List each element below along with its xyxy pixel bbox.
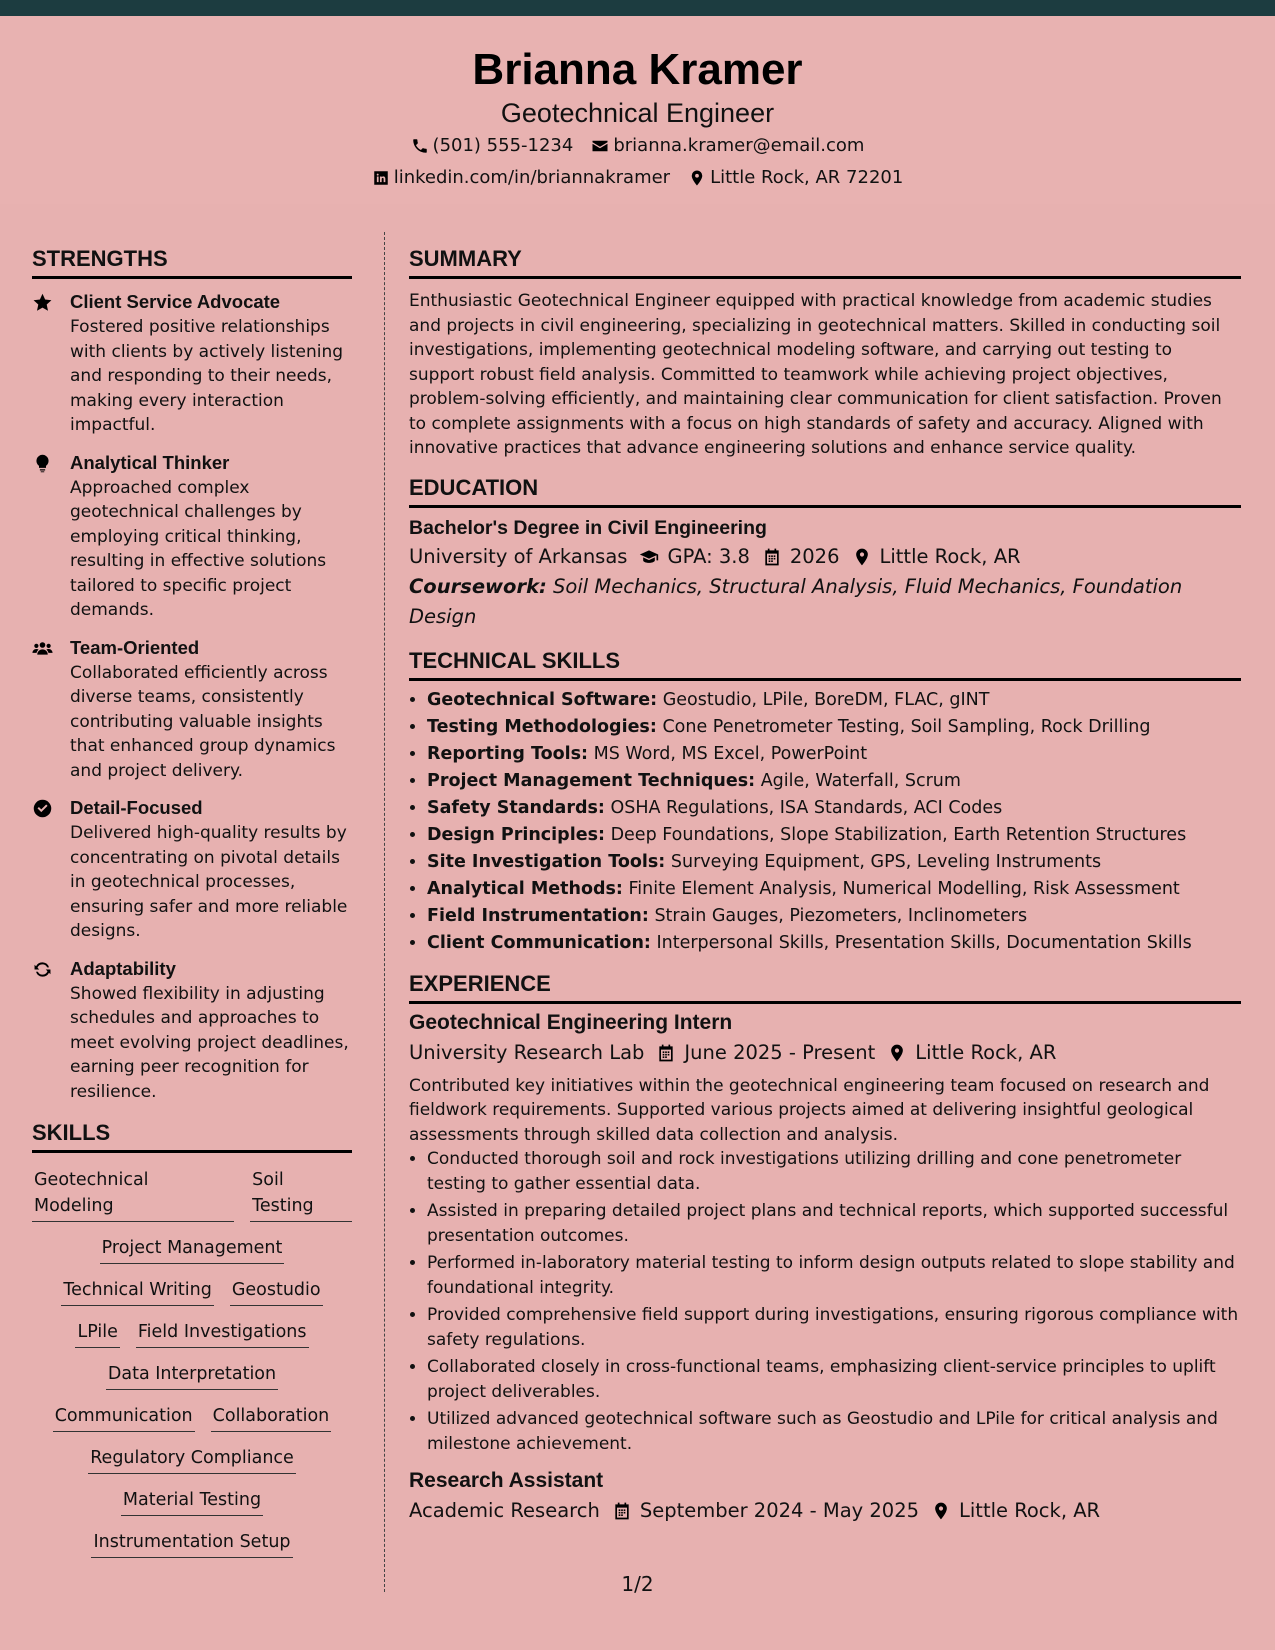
candidate-name: Brianna Kramer	[472, 45, 803, 94]
education-heading: EDUCATION	[409, 473, 1241, 508]
list-item: • Conducted thorough soil and rock investigations utilizing drilling and cone penetrometer testing to gather essential data.	[427, 1147, 1241, 1196]
list-item	[427, 822, 1241, 849]
skill-tag: Communication	[53, 1403, 195, 1432]
skills-row	[32, 1529, 352, 1558]
graduation-year: 2026	[789, 544, 840, 568]
strength-item	[32, 635, 352, 784]
skill-values: Agile, Waterfall, Scrum	[760, 770, 961, 791]
education-location: Little Rock, AR	[879, 544, 1021, 568]
coursework-label: Coursework:	[409, 574, 547, 598]
job-meta	[409, 1038, 1241, 1068]
skill-values: MS Word, MS Excel, PowerPoint	[593, 743, 868, 764]
contact-linkedin[interactable]	[372, 166, 670, 190]
skill-tag: Technical Writing	[61, 1277, 213, 1306]
list-item: • Assisted in preparing detailed project plans and technical reports, which supported successful presentation outcomes.	[427, 1199, 1241, 1248]
technical-skills-heading: TECHNICAL SKILLS	[409, 646, 1241, 681]
map-pin-icon	[887, 1043, 907, 1063]
job-dates: September 2024 - May 2025	[639, 1499, 920, 1522]
summary-text: Enthusiastic Geotechnical Engineer equipped with practical knowledge from academic studies and projects in civil engineering, specializing in geotechnical matters. Skilled in conducting soil investigations, implementing geotechnical modeling software, and carrying out testing to support robust field analysis. Committed to teamwork while achieving project objectives, problem-solving efficiently, and maintaining clear communication for client satisfaction. Proven to complete assignments with a focus on high standards of safety and accuracy. Aligned with innovative practices that advance engineering solutions and enhance service quality.	[409, 291, 1222, 458]
job-org: Academic Research	[409, 1499, 600, 1522]
skill-category: Testing Methodologies:	[427, 716, 657, 737]
right-column	[409, 244, 1241, 1526]
phone-icon	[411, 137, 429, 155]
skill-tag: Project Management	[100, 1235, 285, 1264]
job-dates: June 2025 - Present	[684, 1040, 876, 1064]
strength-desc: Collaborated efficiently across diverse teams, consistently contributing valuable insights that enhanced group dynamics and project delivery.	[70, 662, 336, 781]
skill-values: Cone Penetrometer Testing, Soil Sampling, Rock Drilling	[662, 716, 1151, 737]
strength-item	[32, 289, 352, 438]
lightbulb-icon	[32, 453, 53, 474]
skill-values: Geostudio, LPile, BoreDM, FLAC, gINT	[662, 689, 990, 710]
skills-row	[32, 1445, 352, 1474]
skill-category: Field Instrumentation:	[427, 905, 649, 926]
skill-tag: LPile	[75, 1319, 119, 1348]
skill-category: Client Communication:	[427, 932, 651, 953]
strength-title: Client Service Advocate	[70, 291, 281, 312]
experience-heading: EXPERIENCE	[409, 969, 1241, 1004]
list-item: • Provided comprehensive field support during investigations, ensuring rigorous compliance with safety regulations.	[427, 1303, 1241, 1352]
strength-desc: Delivered high-quality results by concentrating on pivotal details in geotechnical processes, ensuring safer and more reliable designs.	[70, 823, 348, 941]
skill-tag: Soil Testing	[250, 1167, 352, 1222]
skill-category: Analytical Methods:	[427, 878, 623, 899]
degree-title: Bachelor's Degree in Civil Engineering	[409, 516, 767, 539]
skill-values: Deep Foundations, Slope Stabilization, Earth Retention Structures	[610, 824, 1187, 845]
list-item: • Collaborated closely in cross-functional teams, emphasizing client-service principles to uplift project deliverables.	[427, 1355, 1241, 1404]
list-item	[427, 930, 1241, 957]
contact-row-2	[0, 166, 1275, 190]
strength-title: Adaptability	[70, 957, 176, 979]
skills-section	[32, 1118, 352, 1558]
left-column	[32, 244, 352, 1571]
skill-category: Safety Standards:	[427, 797, 605, 818]
skill-tag: Material Testing	[121, 1487, 263, 1516]
gpa: GPA: 3.8	[667, 544, 750, 568]
map-pin-icon	[688, 169, 706, 187]
list-item	[427, 849, 1241, 876]
coursework	[409, 572, 1241, 632]
map-pin-icon	[931, 1501, 951, 1521]
skill-category: Geotechnical Software:	[427, 689, 658, 710]
summary-heading: SUMMARY	[409, 244, 1241, 279]
education-section	[409, 473, 1241, 632]
skills-row	[32, 1403, 352, 1432]
skill-values: Finite Element Analysis, Numerical Modelling, Risk Assessment	[628, 878, 1180, 899]
contact-row-1	[0, 134, 1275, 158]
skills-row	[32, 1167, 352, 1222]
users-icon	[32, 638, 53, 659]
strengths-section	[32, 244, 352, 1104]
school-name: University of Arkansas	[409, 544, 628, 568]
linkedin-icon	[372, 169, 390, 187]
page-number: 1/2	[621, 1572, 654, 1596]
job-bullets	[409, 1147, 1241, 1456]
skill-category: Site Investigation Tools:	[427, 851, 666, 872]
skill-values: Surveying Equipment, GPS, Leveling Instruments	[670, 851, 1102, 872]
skill-category: Project Management Techniques:	[427, 770, 756, 791]
skills-row	[32, 1277, 352, 1306]
phone-text: (501) 555-1234	[432, 135, 574, 156]
list-item	[427, 876, 1241, 903]
linkedin-text: linkedin.com/in/briannakramer	[393, 167, 671, 188]
resume-header	[0, 16, 1275, 204]
coursework-list: Soil Mechanics, Structural Analysis, Fluid Mechanics, Foundation Design	[409, 574, 1183, 628]
envelope-icon	[591, 137, 609, 155]
refresh-icon	[32, 959, 53, 980]
technical-skills-list	[409, 687, 1241, 957]
strength-title: Detail-Focused	[70, 797, 203, 818]
list-item	[427, 741, 1241, 768]
job-location: Little Rock, AR	[915, 1040, 1057, 1064]
strengths-heading: STRENGTHS	[32, 244, 352, 279]
job-org: University Research Lab	[409, 1040, 645, 1064]
skill-category: Reporting Tools:	[427, 743, 589, 764]
location-text: Little Rock, AR 72201	[710, 167, 904, 188]
contact-location	[688, 166, 903, 190]
skill-tag: Regulatory Compliance	[88, 1445, 296, 1474]
skill-tag: Collaboration	[211, 1403, 332, 1432]
skill-tag: Instrumentation Setup	[91, 1529, 292, 1558]
strength-title: Team-Oriented	[70, 636, 200, 658]
technical-skills-section	[409, 646, 1241, 957]
graduation-cap-icon	[639, 547, 659, 567]
skills-row	[32, 1361, 352, 1390]
list-item	[427, 795, 1241, 822]
job-entry	[409, 1466, 1241, 1526]
skill-tag: Geostudio	[230, 1277, 323, 1306]
job-title: Geotechnical Engineering Intern	[409, 1010, 733, 1034]
list-item	[427, 768, 1241, 795]
experience-section	[409, 969, 1241, 1527]
star-icon	[32, 292, 53, 313]
skills-row	[32, 1319, 352, 1348]
strength-desc: Showed flexibility in adjusting schedules and approaches to meet evolving project deadlines, earning peer recognition for resilience.	[70, 983, 349, 1102]
skill-values: OSHA Regulations, ISA Standards, ACI Codes	[610, 797, 1003, 818]
strength-desc: Fostered positive relationships with clients by actively listening and responding to their needs, making every interaction impactful.	[70, 317, 344, 435]
strength-item	[32, 450, 352, 623]
check-circle-icon	[32, 798, 53, 819]
skills-row	[32, 1487, 352, 1516]
skill-tag: Geotechnical Modeling	[32, 1167, 234, 1222]
strength-item	[32, 795, 352, 944]
column-divider	[384, 232, 385, 1592]
calendar-icon	[612, 1501, 632, 1521]
skill-values: Strain Gauges, Piezometers, Inclinometers	[654, 905, 1028, 926]
skill-values: Interpersonal Skills, Presentation Skills, Documentation Skills	[656, 932, 1192, 953]
email-text: brianna.kramer@email.com	[613, 135, 865, 156]
strength-item	[32, 956, 352, 1105]
map-pin-icon	[852, 547, 872, 567]
job-location: Little Rock, AR	[959, 1499, 1101, 1522]
top-accent-bar	[0, 0, 1275, 16]
job-title: Research Assistant	[409, 1469, 604, 1492]
list-item	[427, 903, 1241, 930]
list-item: • Utilized advanced geotechnical software such as Geostudio and LPile for critical analysis and milestone achievement.	[427, 1407, 1241, 1456]
summary-section	[409, 244, 1241, 461]
skills-row	[32, 1235, 352, 1264]
contact-phone[interactable]	[411, 134, 574, 158]
calendar-icon	[762, 547, 782, 567]
job-entry	[409, 1008, 1241, 1457]
job-meta	[409, 1496, 1241, 1526]
contact-email[interactable]	[591, 134, 864, 158]
list-item: • Performed in-laboratory material testing to inform design outputs related to slope stability and foundational integrity.	[427, 1251, 1241, 1300]
skill-tag: Data Interpretation	[106, 1361, 278, 1390]
job-description: Contributed key initiatives within the geotechnical engineering team focused on research and fieldwork requirements. Supported various projects aimed at delivering insightful geological assessments through skilled data collection and analysis.	[409, 1075, 1210, 1145]
calendar-icon	[656, 1043, 676, 1063]
strength-title: Analytical Thinker	[70, 451, 230, 473]
strength-desc: Approached complex geotechnical challenges by employing critical thinking, resulting in effective solutions tailored to specific project demands.	[70, 477, 327, 620]
skills-heading: SKILLS	[32, 1118, 352, 1153]
skill-category: Design Principles:	[427, 824, 605, 845]
education-meta	[409, 542, 1241, 572]
list-item	[427, 687, 1241, 714]
candidate-title: Geotechnical Engineer	[500, 98, 775, 128]
skill-tag: Field Investigations	[136, 1319, 309, 1348]
list-item	[427, 714, 1241, 741]
